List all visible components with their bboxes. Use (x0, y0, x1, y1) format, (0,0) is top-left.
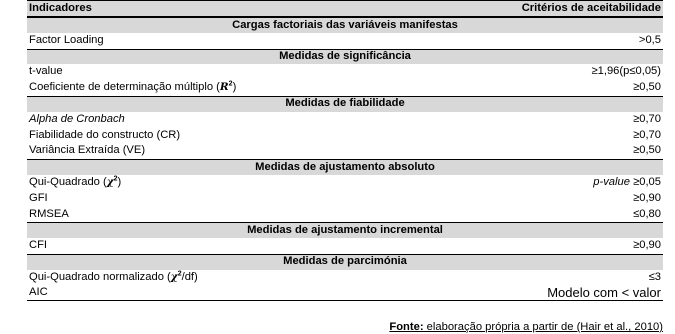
criterion-value: ≥0,50 (633, 144, 661, 157)
indicator-label: Variância Extraída (VE) (29, 144, 146, 157)
section-title: Cargas factoriais das variáveis manifestas (27, 17, 663, 33)
criterion-value: ≤3 (648, 270, 661, 283)
source-text: elaboração própria a partir de (Hair et al., 2010) (423, 321, 663, 333)
criterion-value: ≥0,50 (633, 81, 661, 94)
criterion-value: ≥1,96(p≤0,05) (591, 65, 661, 78)
section-title: Medidas de significância (27, 49, 663, 65)
criterion-value: >0,5 (638, 33, 661, 46)
criterion-value: p-value ≥0,05 (593, 175, 661, 188)
criterion-value: ≥0,90 (633, 191, 661, 204)
table-row (27, 270, 663, 286)
criterion-value: ≥0,70 (633, 112, 661, 125)
indicator-label: Coeficiente de determinação múltiplo $(R^2)$ (29, 80, 237, 94)
indicator-label: Alpha de Cronbach (29, 112, 125, 125)
table-row (27, 64, 663, 80)
indicator-label: Qui-Quadrado $(\chi^2)$ (29, 175, 122, 188)
source-prefix: Fonte: (389, 321, 424, 333)
indicator-label: AIC (29, 286, 48, 299)
table-row (27, 80, 663, 96)
chi-symbol: χ (106, 175, 114, 188)
criterion-value: ≥0,90 (633, 239, 661, 252)
r-symbol: R (219, 81, 229, 94)
criterion-value: Modelo com < valor (547, 285, 661, 301)
header-indicators: Indicadores (29, 2, 92, 14)
table-header (27, 0, 663, 17)
section-title: Medidas de ajustamento incremental (27, 222, 663, 238)
header-criteria: Critérios de aceitabilidade (521, 2, 661, 14)
table-row (27, 112, 663, 128)
criterion-value: ≥0,70 (633, 128, 661, 141)
criterion-value: ≤0,80 (633, 207, 661, 220)
indicator-label: GFI (29, 191, 48, 204)
indicator-label: Qui-Quadrado normalizado $(\chi^2/df)$ (29, 270, 198, 283)
table-row (27, 286, 663, 302)
acceptability-criteria-table (27, 0, 663, 301)
indicator-label: t-value (29, 65, 63, 78)
section-title: Medidas de fiabilidade (27, 96, 663, 112)
table-row (27, 143, 663, 159)
section-title: Medidas de parcimónia (27, 254, 663, 270)
indicator-label: CFI (29, 239, 48, 252)
table-row (27, 33, 663, 49)
indicator-label: RMSEA (29, 207, 69, 220)
table-row (27, 207, 663, 223)
source-note (389, 321, 663, 334)
section-title: Medidas de ajustamento absoluto (27, 159, 663, 175)
indicator-label: Factor Loading (29, 33, 104, 46)
table-row (27, 191, 663, 207)
indicator-label: Fiabilidade do constructo (CR) (29, 128, 181, 141)
table-row (27, 128, 663, 144)
table-row (27, 238, 663, 254)
table-row (27, 175, 663, 191)
chi-symbol: χ (170, 270, 178, 283)
